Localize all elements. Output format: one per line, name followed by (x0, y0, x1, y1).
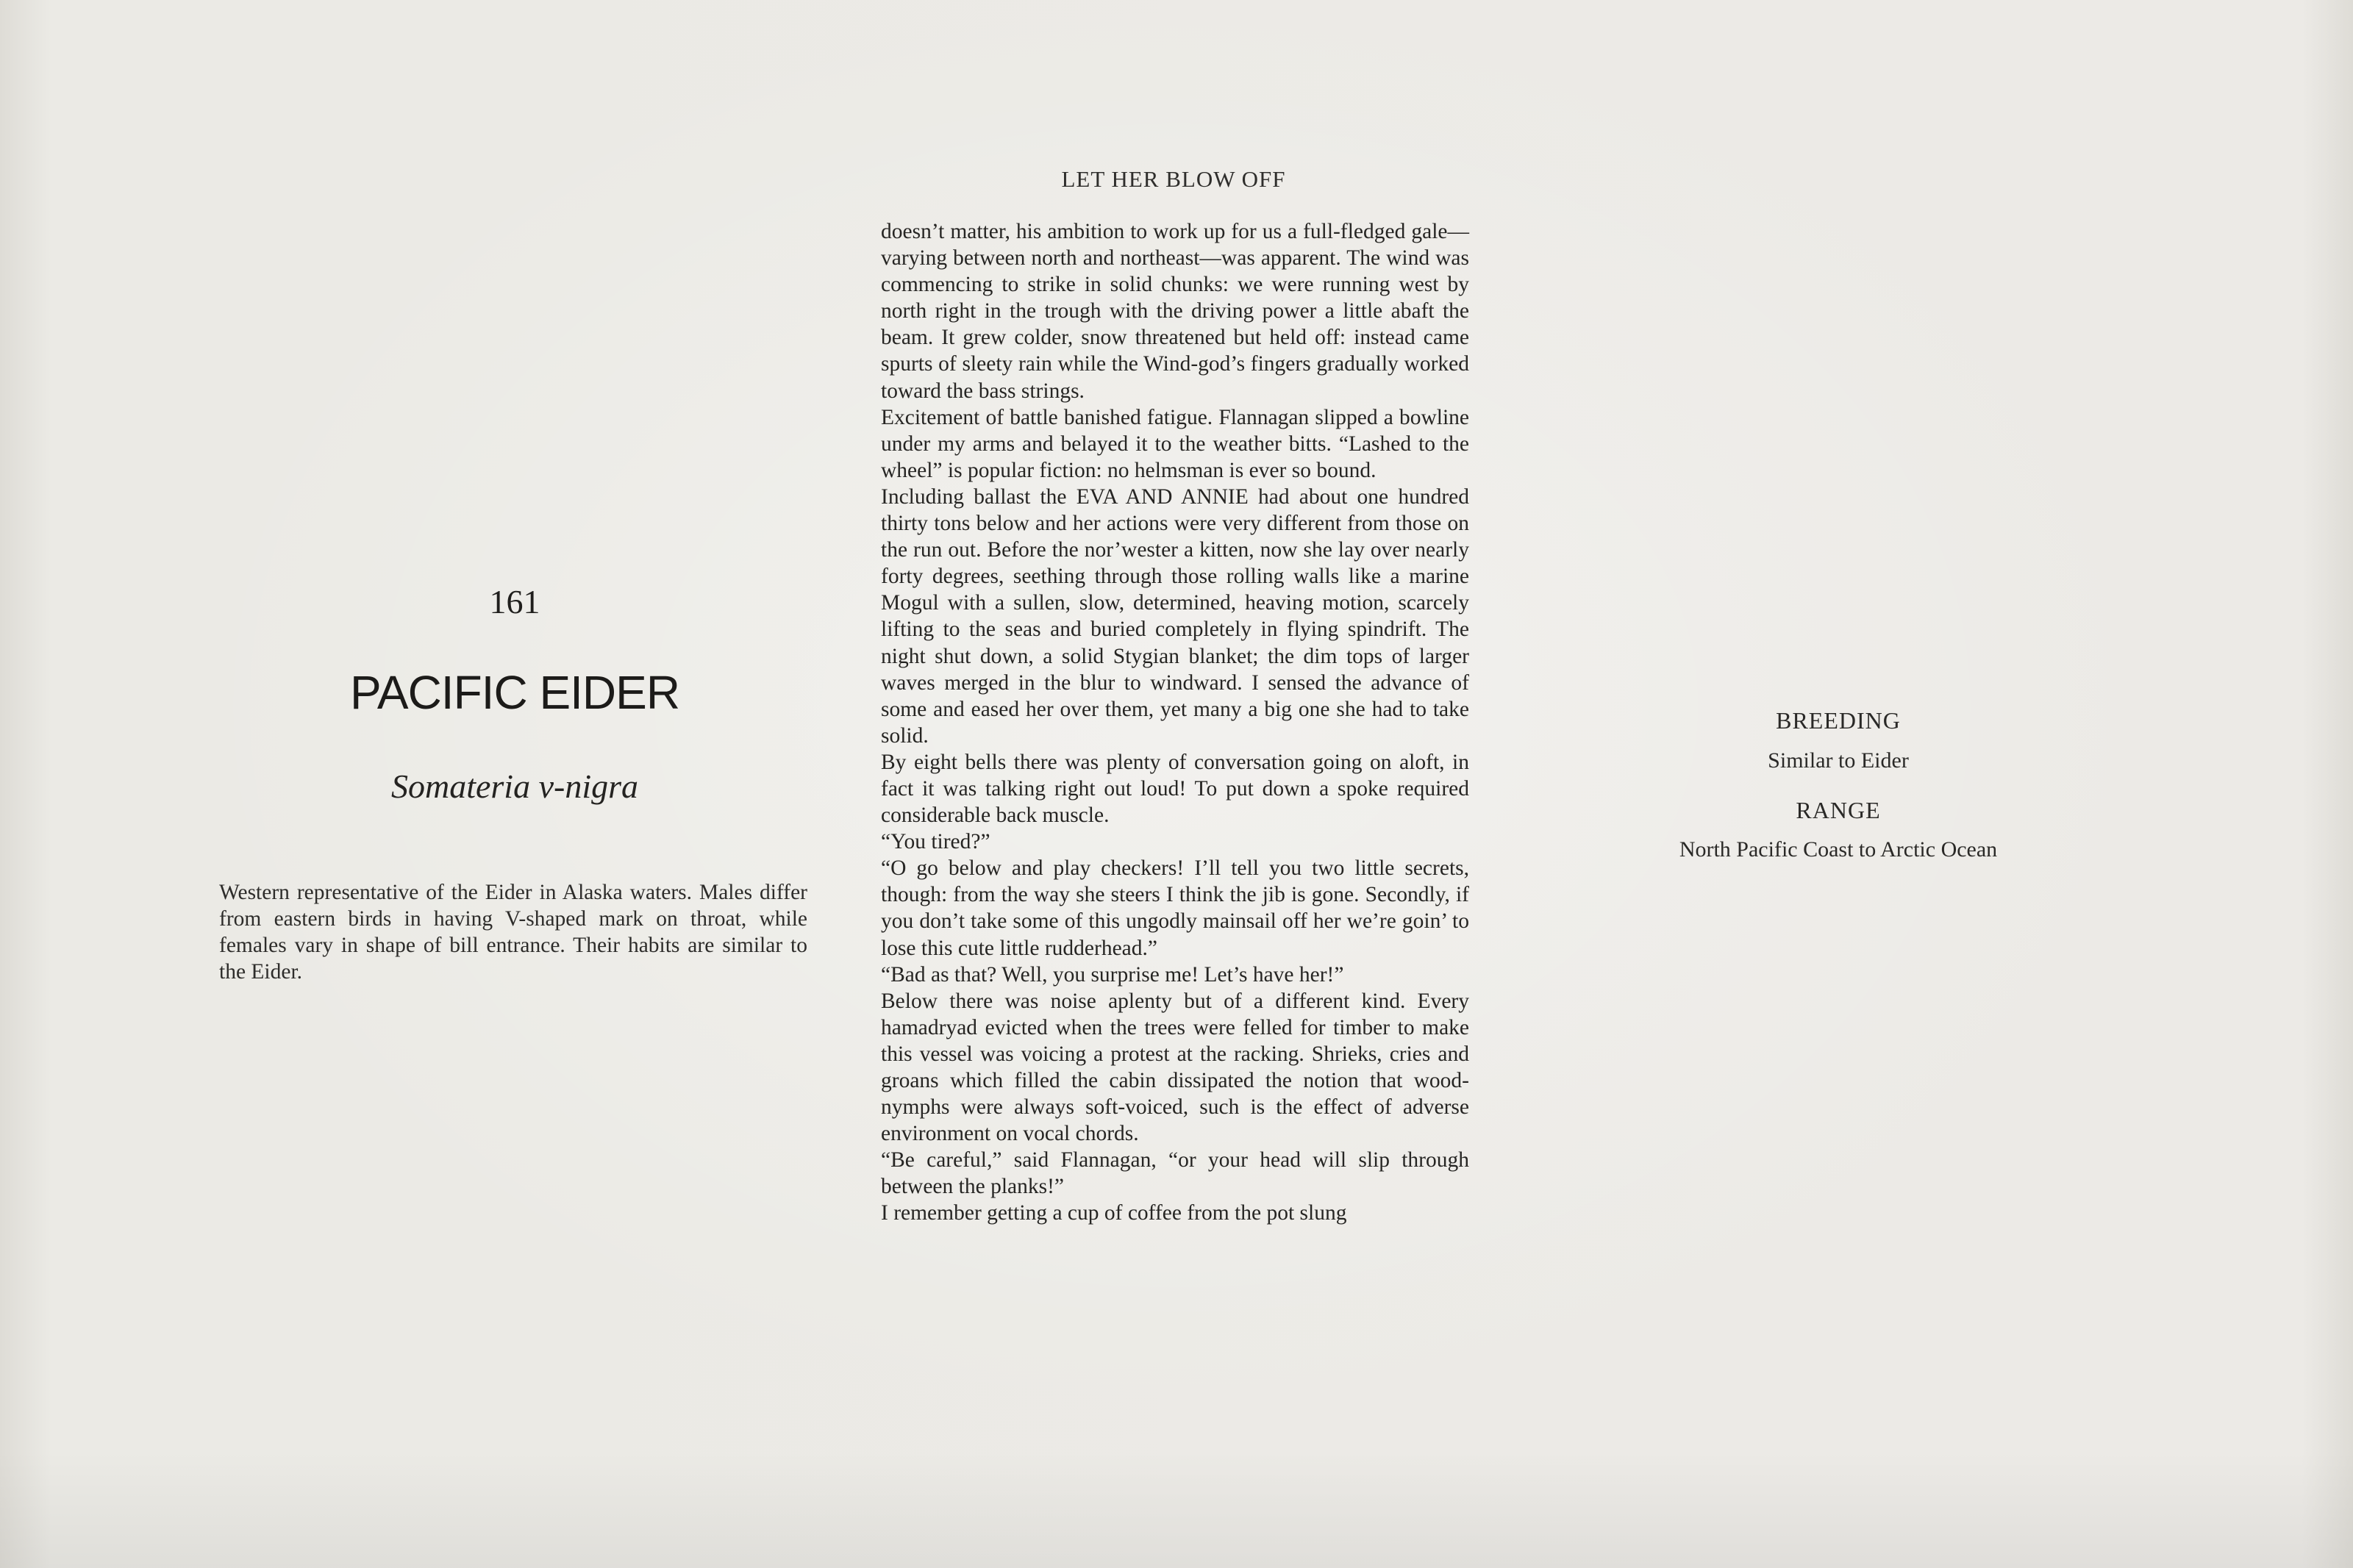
story-paragraph: “Be careful,” said Flannagan, “or your head will slip through between the planks!” (881, 1148, 1469, 1199)
story-paragraph: Below there was noise aplenty but of a different kind. Every hamadryad evicted when the trees were felled for timber to make this vessel was voicing a protest at the racking. Shrieks, cries and groans which filled the cabin dissipated the notion that wood-nymphs were always soft-voiced, such is the effect of adverse environment on vocal chords. (881, 989, 1469, 1146)
breeding-heading: BREEDING (1776, 707, 1901, 734)
story-paragraph: By eight bells there was plenty of conversation going on aloft, in fact it was talking right out loud! To put down a spoke required considerable back muscle. (881, 750, 1469, 828)
story-paragraph: Excitement of battle banished fatigue. Flannagan slipped a bowline under my arms and belayed it to the weather bitts. “Lashed to the wheel” is popular fiction: no helmsman is ever so bound. (881, 405, 1469, 482)
range-heading: RANGE (1796, 797, 1881, 823)
species-latin-name: Somateria v-nigra (390, 767, 638, 805)
story-paragraph: I remember getting a cup of coffee from the pot slung (881, 1201, 1347, 1225)
range-text: North Pacific Coast to Arctic Ocean (1679, 837, 1998, 862)
story-paragraph: “You tired?” (881, 830, 990, 854)
story-paragraph: Including ballast the EVA AND ANNIE had about one hundred thirty tons below and her actions were very different from those on the run out. Before the nor’wester a kitten, now she lay over nearly forty degrees, seething through those rolling walls like a marine Mogul with a sullen, slow, determined, heaving motion, scarcely lifting to the seas and buried completely in flying spindrift. The night shut down, a solid Stygian blanket; the dim tops of larger waves merged in the blur to windward. I sensed the advance of some and eased her over them, yet many a big one she had to take solid. (881, 484, 1469, 748)
plate-number: 161 (489, 583, 540, 620)
breeding-text: Similar to Eider (1768, 748, 1909, 773)
story-text (881, 218, 1469, 1227)
species-common-name: PACIFIC EIDER (349, 666, 680, 719)
running-head: LET HER BLOW OFF (1061, 166, 1286, 192)
story-paragraph: “Bad as that? Well, you surprise me! Let’s have her!” (881, 962, 1344, 987)
story-paragraph: doesn’t matter, his ambition to work up for us a full-fledged gale—varying between north and northeast—was apparent. The wind was commencing to strike in solid chunks: we were running west by north right in the trough with the driving power a little abaft the beam. It grew colder, snow threatened but held off: instead came spurts of sleety rain while the Wind-god’s fingers gradually worked toward the bass strings. (881, 220, 1469, 403)
species-description: Western representative of the Eider in Alaska waters. Males differ from eastern birds in having V-shaped mark on throat, while females vary in shape of bill entrance. Their habits are similar to the Eider. (219, 881, 807, 984)
story-paragraph: “O go below and play checkers! I’ll tell you two little secrets, though: from the way she steers I think the jib is gone. Secondly, if you don’t take some of this ungodly mainsail off her we’re goin’ to lose this cute little rudderhead.” (881, 856, 1469, 960)
